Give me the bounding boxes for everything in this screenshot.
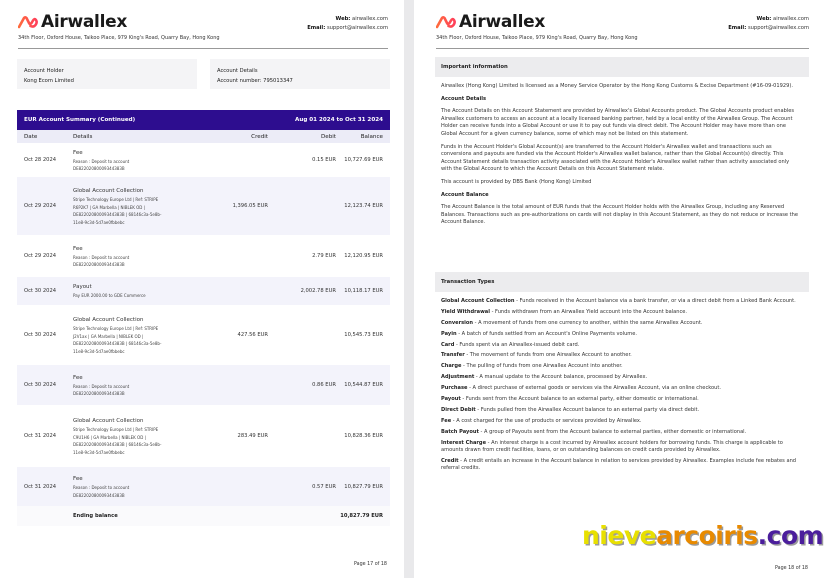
row-type: Payout — [73, 284, 92, 291]
transaction-type-item — [441, 374, 801, 382]
row-details — [73, 315, 208, 355]
row-balance: 10,727.69 EUR — [344, 157, 383, 163]
row-details — [73, 148, 208, 173]
account-details-label: Account Details — [217, 68, 258, 74]
email-link[interactable]: support@airwallex.com — [747, 25, 809, 31]
row-detail-line: DE82202080009344383B | 68146c3a-5e8b- — [73, 212, 162, 217]
row-details — [73, 244, 208, 269]
table-row — [17, 177, 390, 235]
watermark-text — [582, 521, 823, 550]
row-detail-line: R6P2K7 | GA Marbella | NIBLEK OD | — [73, 204, 145, 210]
row-debit: 0.57 EUR — [312, 483, 336, 490]
account-info — [17, 59, 390, 89]
account-holder-label: Account Holder — [24, 68, 64, 74]
definition: - A batch of funds settled from an Account's Online Payments volume. — [456, 330, 638, 337]
account-number-label: Account number: — [217, 78, 262, 84]
transaction-type-item — [441, 418, 801, 426]
airwallex-logo — [18, 12, 127, 32]
row-date: Oct 31 2024 — [24, 433, 57, 439]
row-type: Fee — [73, 374, 83, 381]
web-label: Web: — [335, 16, 351, 22]
row-detail-line: Pay EUR 2000.00 to GDE Commerce — [73, 293, 146, 299]
row-balance: 10,827.79 EUR — [344, 483, 383, 490]
col-credit: Credit — [251, 133, 268, 140]
page-number: Page 18 of 18 — [774, 566, 808, 571]
table-row — [17, 143, 390, 177]
definition: - A manual update to the Account balance, processed by Airwallex. — [474, 374, 648, 381]
row-details — [73, 186, 208, 226]
definition: - Funds sent from the Account balance to an external party, either domestic or international. — [460, 396, 699, 403]
row-type: Fee — [73, 149, 83, 156]
row-debit: 0.15 EUR — [312, 157, 336, 163]
watermark-part: nieve — [582, 521, 657, 550]
row-details — [73, 416, 208, 456]
company-address: 34th Floor, Oxford House, Taikoo Place, 979 King's Road, Quarry Bay, Hong Kong — [436, 35, 638, 41]
ending-balance-label: Ending balance — [73, 513, 118, 519]
row-detail-line: Reason : Deposit to account — [73, 485, 130, 490]
row-type: Global Account Collection — [73, 317, 144, 323]
definition: - The movement of funds from one Airwallex Account to another. — [464, 352, 632, 359]
definition: - Funds withdrawn from an Airwallex Yield account into the Account balance. — [489, 308, 688, 315]
header-divider — [436, 48, 809, 49]
definition: - Funds spent via an Airwallex-issued debit card. — [454, 341, 580, 348]
row-debit: 2,002.78 EUR — [300, 288, 336, 294]
row-detail-line: DE82202080009344383B — [73, 166, 125, 171]
transaction-type-item — [441, 331, 801, 339]
row-type: Global Account Collection — [73, 188, 144, 194]
definition: - An interest charge is a cost incurred by Airwallex account holders for borrowing funds. This charge is applicable to amounts drawn from credit facilities, loans, or on outstanding balances on credit cards provided by Airwallex. — [441, 439, 783, 454]
table-column-headers — [17, 130, 390, 143]
row-debit: 2.79 EUR — [312, 253, 336, 259]
row-details — [73, 373, 208, 398]
row-detail-line: DE82202080009344383B — [73, 492, 125, 498]
transaction-type-item — [441, 458, 801, 473]
statement-page-18 — [414, 0, 825, 578]
definition: - A movement of funds from one currency to another, within the same Airwallex Account. — [473, 319, 703, 326]
term: Payin — [441, 330, 457, 337]
definition: - Funds pulled from the Airwallex Account balance to an external party via direct debit. — [475, 406, 700, 413]
row-debit: 0.86 EUR — [312, 382, 336, 388]
transaction-type-item — [441, 342, 801, 350]
row-detail-line: DE82202080009344383B — [73, 391, 125, 396]
term: Credit — [441, 457, 459, 464]
term: Direct Debit — [441, 406, 476, 413]
col-debit: Debit — [320, 133, 336, 140]
row-detail-line: 11e8-9c3d-5d7ae0fbbebc — [73, 219, 125, 225]
company-address: 34th Floor, Oxford House, Taikoo Place, 979 King's Road, Quarry Bay, Hong Kong — [18, 35, 220, 41]
transaction-type-item — [441, 407, 801, 415]
term: Fee — [441, 417, 452, 424]
table-row — [17, 277, 390, 305]
col-balance: Balance — [360, 133, 383, 140]
transaction-type-item — [441, 298, 801, 306]
row-detail-line: Stripe Technology Europe Ltd | Ref: STRIPE — [73, 427, 159, 432]
term: Batch Payout — [441, 428, 479, 435]
row-date: Oct 29 2024 — [24, 253, 57, 259]
row-detail-line: Reason : Deposit to account — [73, 383, 130, 389]
watermark-part: .com — [757, 521, 824, 550]
account-summary-table — [17, 110, 390, 526]
provider-text: This account is provided by DBS Bank (Hong Kong) Limited — [441, 178, 592, 185]
row-credit: 427.56 EUR — [237, 332, 268, 338]
row-date: Oct 30 2024 — [24, 332, 57, 338]
web-link[interactable]: airwallex.com — [352, 16, 388, 22]
row-balance: 10,118.17 EUR — [344, 288, 383, 294]
account-balance-text: The Account Balance is the total amount of EUR funds that the Account Holder holds with the Airwallex Group, including any Reserved Balances. Transactions such as pre-authorizations on cards will not display in this Account Statement, as they do not reduce or increase the Account Balance. — [441, 204, 798, 226]
row-balance: 10,544.87 EUR — [344, 382, 383, 388]
contact-info — [728, 15, 809, 33]
transaction-type-item — [441, 385, 801, 393]
table-row — [17, 365, 390, 405]
term: Adjustment — [441, 374, 475, 381]
row-date: Oct 28 2024 — [24, 157, 57, 163]
account-number-value: 795013347 — [263, 78, 293, 84]
web-label: Web: — [756, 16, 772, 22]
header-divider — [18, 48, 388, 49]
row-type: Global Account Collection — [73, 418, 144, 424]
row-detail-line: 11e8-9c3d-5d7ae0fbbebc — [73, 348, 125, 354]
web-link[interactable]: airwallex.com — [773, 16, 809, 22]
row-balance: 10,828.36 EUR — [344, 433, 383, 439]
transaction-type-item — [441, 309, 801, 317]
brand-name: Airwallex — [41, 12, 127, 32]
col-date: Date — [24, 133, 38, 140]
summary-period: Aug 01 2024 to Oct 31 2024 — [295, 117, 383, 123]
table-row — [17, 235, 390, 277]
important-information-body — [441, 83, 801, 232]
account-details-heading: Account Details — [441, 95, 487, 102]
email-label: Email: — [728, 25, 747, 31]
row-details — [73, 282, 208, 300]
definition: - A direct purchase of external goods or services via the Airwallex Account, via an online checkout. — [467, 385, 721, 392]
definition: - A cost charged for the use of products or services provided by Airwallex. — [451, 417, 642, 424]
transaction-type-item — [441, 363, 801, 371]
transaction-types-list — [441, 298, 801, 476]
row-detail-line: Stripe Technology Europe Ltd | Ref: STRIPE — [73, 197, 159, 202]
row-detail-line: J2V1ax | GA Marbella | NIBLEK OD | — [73, 333, 144, 339]
row-balance: 12,120.95 EUR — [344, 253, 383, 259]
transaction-type-item — [441, 396, 801, 404]
ending-balance-row — [17, 506, 390, 526]
term: Card — [441, 341, 455, 348]
row-credit: 283.49 EUR — [237, 433, 268, 439]
row-date: Oct 30 2024 — [24, 382, 57, 388]
account-balance-heading: Account Balance — [441, 191, 489, 198]
row-detail-line: C9U1H6 | GA Marbella | NIBLEK OD | — [73, 434, 146, 440]
airwallex-logo — [436, 12, 545, 32]
term: Global Account Collection — [441, 298, 515, 304]
definition: - The pulling of funds from one Airwallex Account into another. — [461, 363, 623, 370]
term: Charge — [441, 363, 462, 370]
row-detail-line: DE82202080009344383B — [73, 262, 125, 267]
email-label: Email: — [307, 25, 326, 31]
row-detail-line: DE82202080009344383B | 68146c3a-5e8b- — [73, 442, 162, 447]
row-date: Oct 30 2024 — [24, 288, 57, 294]
row-detail-line: DE82202080009344383B | 68146c3a-5e8b- — [73, 341, 162, 346]
term: Transfer — [441, 352, 465, 359]
brand-name: Airwallex — [459, 12, 545, 32]
email-link[interactable]: support@airwallex.com — [326, 25, 388, 31]
transaction-type-item — [441, 440, 801, 455]
row-detail-line: Reason : Deposit to account — [73, 254, 130, 260]
summary-header — [17, 110, 390, 130]
statement-page-17 — [0, 0, 404, 578]
watermark-part: arcoiris — [656, 521, 758, 550]
definition: - A group of Payouts sent from the Account balance to external parties, either domestic or international. — [478, 428, 747, 435]
row-detail-line: 11e8-9c3d-5d7ae0fbbebc — [73, 449, 125, 455]
table-row — [17, 405, 390, 467]
transaction-type-item — [441, 320, 801, 328]
row-credit: 1,396.05 EUR — [232, 203, 268, 209]
airwallex-logo-icon — [18, 15, 38, 29]
term: Payout — [441, 396, 461, 403]
row-details — [73, 474, 208, 499]
license-text: Airwallex (Hong Kong) Limited is licensed as a Money Service Operator by the Hong Kong Customs & Excise Department (#16-09-01929). — [441, 83, 793, 89]
term: Yield Withdrawal — [441, 308, 490, 315]
account-holder-value: Kong Ecom Limited — [24, 78, 74, 84]
col-details: Details — [73, 133, 93, 140]
row-type: Fee — [73, 476, 83, 482]
account-details-paragraph-1: The Account Details on this Account Statement are provided by Airwallex's Global Accounts product. The Global Accounts product enables Airwallex customers to access an account at a locally licensed banking partner, held by a local entity of the Airwallex Group. The Account Holder can receive funds into a Global Account or use it to pay out funds via direct debit. The Account Holder may have more than one Global Account for a given currency balance, some of which may not be listed on this statement. — [441, 108, 795, 137]
transaction-types-heading: Transaction Types — [435, 272, 809, 292]
term: Conversion — [441, 319, 474, 326]
transaction-type-item — [441, 429, 801, 437]
contact-info — [307, 15, 388, 33]
account-number — [217, 76, 383, 86]
airwallex-logo-icon — [436, 15, 456, 29]
row-date: Oct 31 2024 — [24, 483, 57, 490]
summary-title: EUR Account Summary (Continued) — [24, 117, 136, 123]
account-details-paragraph-2: Funds in the Account Holder's Global Account(s) are transferred to the Account Holder's Airwallex wallet and transactions such as conversions and payouts are funded via the Account Holder's Airwallex wallet balance, rather than the Global Account(s) directly. This Account Statement details transaction activity associated with the Account Holder's Airwallex wallet rather than activity associated only with the Global Account to which the Account Details on this Account Statement relate. — [441, 143, 790, 173]
row-balance: 12,123.74 EUR — [344, 203, 383, 209]
definition: - Funds received in the Account balance via a bank transfer, or via a direct debit from a Linked Bank Account. — [514, 298, 796, 304]
important-information-heading: Important information — [435, 57, 809, 77]
page-number: Page 17 of 18 — [353, 562, 387, 567]
transaction-type-item — [441, 352, 801, 360]
term: Purchase — [441, 385, 468, 392]
table-row — [17, 467, 390, 506]
row-balance: 10,545.73 EUR — [344, 332, 383, 338]
row-detail-line: Reason : Deposit to account — [73, 158, 130, 164]
row-date: Oct 29 2024 — [24, 203, 57, 209]
row-detail-line: Stripe Technology Europe Ltd | Ref: STRIPE — [73, 326, 159, 331]
term: Interest Charge — [441, 439, 487, 446]
page-header — [414, 0, 825, 50]
table-row — [17, 305, 390, 365]
account-details-box — [210, 59, 390, 89]
ending-balance-value: 10,827.79 EUR — [340, 513, 383, 519]
row-type: Fee — [73, 245, 83, 252]
account-holder-box — [17, 59, 197, 89]
definition: - A credit entails an increase in the Account balance in relation to services provided by Airwallex. Examples include fee rebates and referral credits. — [441, 457, 797, 472]
page-header — [0, 0, 404, 50]
